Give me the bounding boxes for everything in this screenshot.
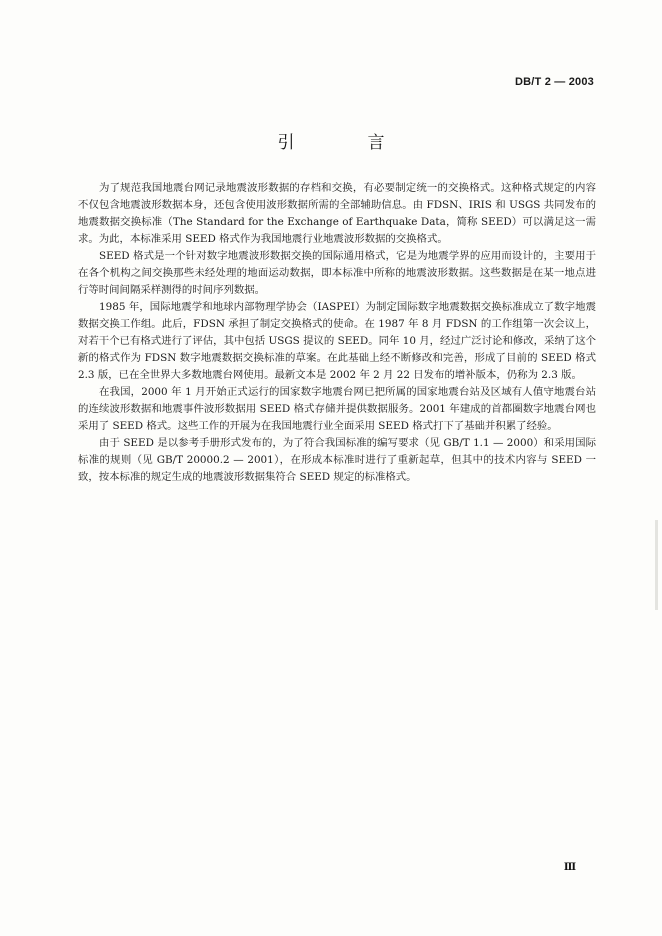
standard-code: DB/T 2 — 2003	[514, 76, 594, 88]
paragraph: 由于 SEED 是以参考手册形式发布的，为了符合我国标准的编写要求（见 GB/T 1.1 — 2000）和采用国际标准的规则（见 GB/T 20000.2 — 2001），在形成本标准时进行了重新起草，但其中的技术内容与 SEED 一致，按本标准的规定生成的地震波形数据集符合 SEED 规定的标准格式。	[78, 437, 596, 483]
paragraph: SEED 格式是一个针对数字地震波形数据交换的国际通用格式，它是为地震学界的应用而设计的，主要用于在各个机构之间交换那些未经处理的地面运动数据，即本标准中所称的地震波形数据。这些数据是在某一地点进行等时间间隔采样测得的时间序列数据。	[78, 250, 596, 296]
page-number: Ⅲ	[563, 862, 576, 873]
body-text	[78, 180, 596, 486]
paragraph: 1985 年，国际地震学和地球内部物理学协会（IASPEI）为制定国际数字地震数据交换标准成立了数字地震数据交换工作组。此后，FDSN 承担了制定交换格式的使命。在 1987 年 8 月 FDSN 的工作组第一次会议上，对若干个已有格式进行了评估，其中包括 USGS 提议的 SEED。同年 10 月，经过广泛讨论和修改，采纳了这个新的格式作为 FDSN 数字地震数据交换标准的草案。在此基础上经不断修改和完善，形成了目前的 SEED 格式 2.3 版，已在全世界大多数地震台网使用。最新文本是 2002 年 2 月 22 日发布的增补版本，仍称为 2.3 版。	[78, 301, 596, 381]
paragraph: 在我国，2000 年 1 月开始正式运行的国家数字地震台网已把所属的国家地震台站及区域有人值守地震台站的连续波形数据和地震事件波形数据用 SEED 格式存储并提供数据服务。2001 年建成的首都圈数字地震台网也采用了 SEED 格式。这些工作的开展为在我国地震行业全面采用 SEED 格式打下了基础并积累了经验。	[78, 386, 596, 432]
scan-edge-mark	[655, 520, 658, 610]
page-title: 引 言	[277, 133, 413, 153]
paragraph: 为了规范我国地震台网记录地震波形数据的存档和交换，有必要制定统一的交换格式。这种格式规定的内容不仅包含地震波形数据本身，还包含使用波形数据所需的全部辅助信息。由 FDSN、IRIS 和 USGS 共同发布的地震数据交换标准（The Standard for the Exchange of Earthquake Data，简称 SEED）可以满足这一需求。为此，本标准采用 SEED 格式作为我国地震行业地震波形数据的交换格式。	[78, 182, 596, 245]
